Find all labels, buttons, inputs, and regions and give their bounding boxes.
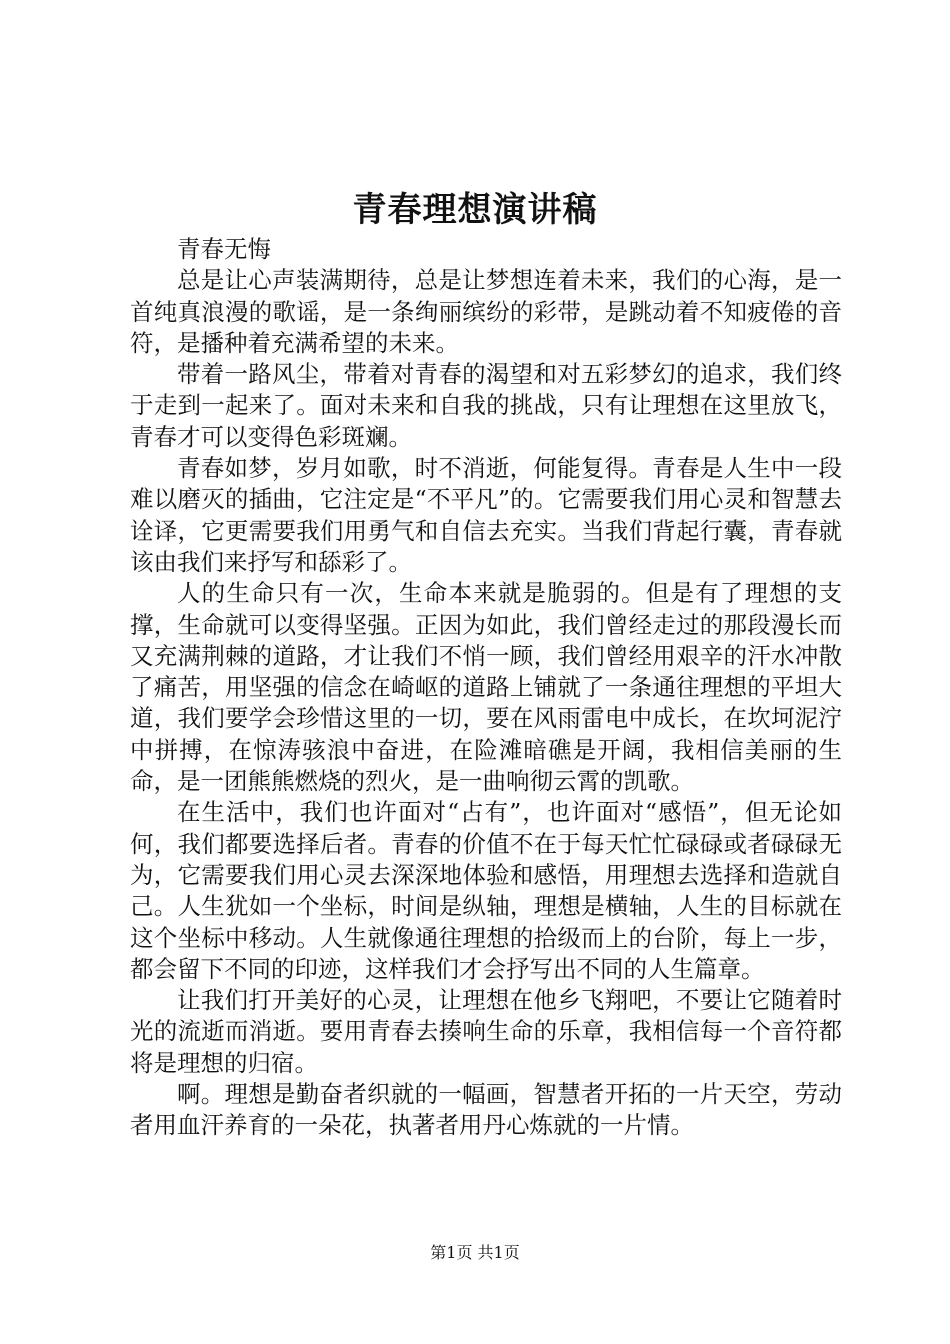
document-body: [130, 234, 842, 1142]
body-paragraph: 在生活中，我们也许面对“占有”，也许面对“感悟”，但无论如何，我们都要选择后者。青春的价值不在于每天忙忙碌碌或者碌碌无为，它需要我们用心灵去深深地体验和感悟，用理想去选择和造就自己。人生犹如一个坐标，时间是纵轴，理想是横轴，人生的目标就在这个坐标中移动。人生就像通往理想的拾级而上的台阶，每上一步，都会留下不同的印迹，这样我们才会抒写出不同的人生篇章。: [130, 798, 842, 983]
body-paragraph: 啊。理想是勤奋者织就的一幅画，智慧者开拓的一片天空，劳动者用血汗养育的一朵花，执著者用丹心炼就的一片情。: [130, 1080, 842, 1140]
body-paragraph: 带着一路风尘，带着对青春的渴望和对五彩梦幻的追求，我们终于走到一起来了。面对未来和自我的挑战，只有让理想在这里放飞，青春才可以变得色彩斑斓。: [130, 360, 842, 451]
body-paragraph: 让我们打开美好的心灵，让理想在他乡飞翔吧，不要让它随着时光的流逝而消逝。要用青春去揍响生命的乐章，我相信每一个音符都将是理想的归宿。: [130, 986, 842, 1077]
subtitle-paragraph: 青春无悔: [177, 235, 271, 263]
body-paragraph: 人的生命只有一次，生命本来就是脆弱的。但是有了理想的支撑，生命就可以变得坚强。正因为如此，我们曾经走过的那段漫长而又充满荆棘的道路，才让我们不悄一顾，我们曾经用艰辛的汗水冲散了痛苦，用坚强的信念在崎岖的道路上铺就了一条通往理想的平坦大道，我们要学会珍惜这里的一切，要在风雨雷电中成长，在坎坷泥泞中拼搏，在惊涛骇浪中奋进，在险滩暗礁是开阔，我相信美丽的生命，是一团熊熊燃烧的烈火，是一曲响彻云霄的凯歌。: [130, 579, 842, 796]
page-number-footer: 第1页 共1页: [430, 1243, 520, 1262]
document-title: 青春理想演讲稿: [352, 190, 598, 230]
body-paragraph: 青春如梦，岁月如歌，时不消逝，何能复得。青春是人生中一段难以磨灭的插曲，它注定是“不平凡”的。它需要我们用心灵和智慧去诠译，它更需要我们用勇气和自信去充实。当我们背起行囊，青春就该由我们来抒写和舔彩了。: [130, 454, 842, 576]
body-paragraph: 总是让心声装满期待，总是让梦想连着未来，我们的心海，是一首纯真浪漫的歌谣，是一条绚丽缤纷的彩带，是跳动着不知疲倦的音符，是播种着充满希望的未来。: [130, 266, 842, 357]
